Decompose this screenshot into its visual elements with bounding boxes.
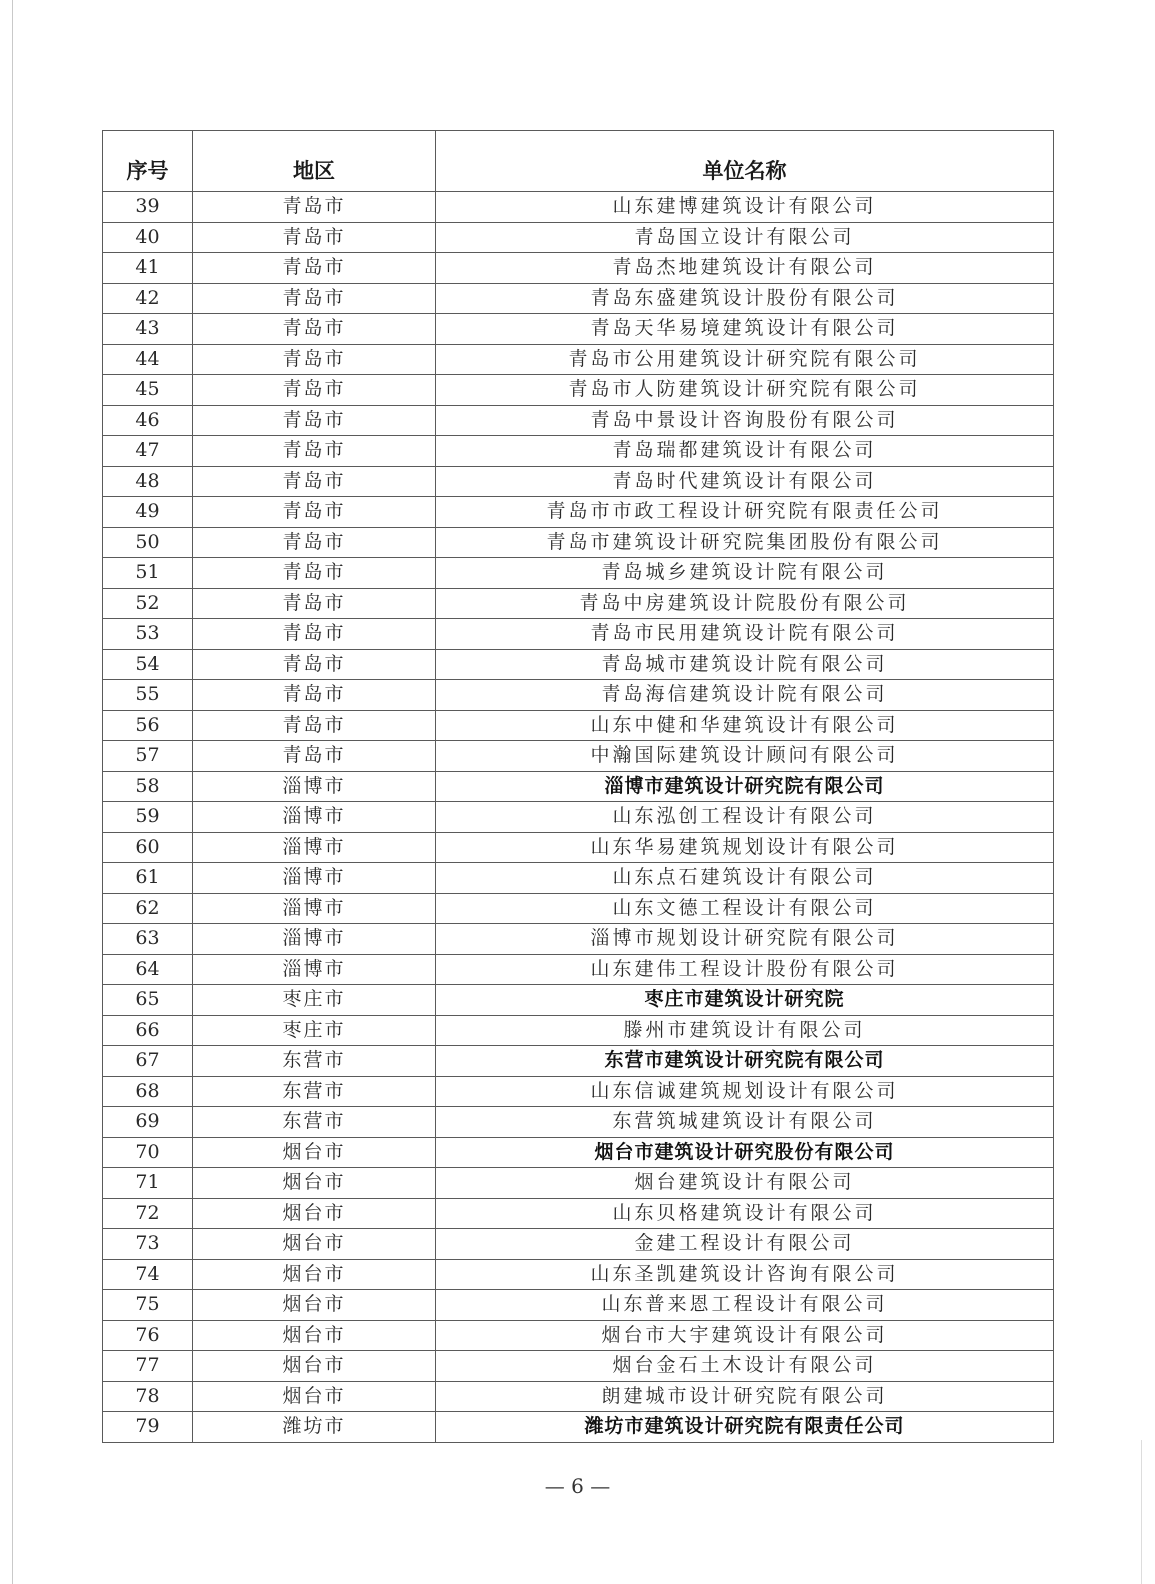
row-number-cell: 45 [103, 375, 193, 406]
unit-name-cell: 山东文德工程设计有限公司 [436, 893, 1054, 924]
unit-name-cell: 山东信诚建筑规划设计有限公司 [436, 1076, 1054, 1107]
unit-list-table [102, 130, 1054, 1443]
row-number-cell: 62 [103, 893, 193, 924]
header-row [103, 131, 1054, 192]
row-number-cell: 49 [103, 497, 193, 528]
table-row [103, 192, 1054, 223]
row-number-cell: 46 [103, 405, 193, 436]
unit-name-cell: 青岛国立设计有限公司 [436, 222, 1054, 253]
unit-name-cell: 青岛东盛建筑设计股份有限公司 [436, 283, 1054, 314]
row-number-cell: 40 [103, 222, 193, 253]
unit-name-cell: 青岛市民用建筑设计院有限公司 [436, 619, 1054, 650]
header-no: 序号 [103, 131, 193, 192]
table-row [103, 1168, 1054, 1199]
region-cell: 青岛市 [193, 344, 436, 375]
row-number-cell: 63 [103, 924, 193, 955]
unit-name-cell: 中瀚国际建筑设计顾问有限公司 [436, 741, 1054, 772]
table-row [103, 1137, 1054, 1168]
row-number-cell: 47 [103, 436, 193, 467]
unit-name-cell: 山东泓创工程设计有限公司 [436, 802, 1054, 833]
region-cell: 烟台市 [193, 1137, 436, 1168]
unit-name-cell: 烟台金石土木设计有限公司 [436, 1351, 1054, 1382]
row-number-cell: 79 [103, 1412, 193, 1443]
unit-name-cell: 青岛城乡建筑设计院有限公司 [436, 558, 1054, 589]
table-row [103, 253, 1054, 284]
region-cell: 枣庄市 [193, 1015, 436, 1046]
table-row [103, 405, 1054, 436]
unit-name-cell: 青岛城市建筑设计院有限公司 [436, 649, 1054, 680]
unit-name-cell: 烟台市大宇建筑设计有限公司 [436, 1320, 1054, 1351]
row-number-cell: 44 [103, 344, 193, 375]
region-cell: 青岛市 [193, 527, 436, 558]
region-cell: 青岛市 [193, 588, 436, 619]
table-row [103, 375, 1054, 406]
row-number-cell: 73 [103, 1229, 193, 1260]
page-edge-left [12, 0, 13, 1584]
region-cell: 青岛市 [193, 192, 436, 223]
table-row [103, 619, 1054, 650]
region-cell: 烟台市 [193, 1351, 436, 1382]
table-row [103, 1046, 1054, 1077]
region-cell: 淄博市 [193, 771, 436, 802]
table-row [103, 649, 1054, 680]
row-number-cell: 50 [103, 527, 193, 558]
region-cell: 青岛市 [193, 710, 436, 741]
table-row [103, 466, 1054, 497]
unit-name-cell: 山东贝格建筑设计有限公司 [436, 1198, 1054, 1229]
row-number-cell: 77 [103, 1351, 193, 1382]
unit-name-cell: 淄博市规划设计研究院有限公司 [436, 924, 1054, 955]
row-number-cell: 64 [103, 954, 193, 985]
region-cell: 烟台市 [193, 1290, 436, 1321]
region-cell: 青岛市 [193, 253, 436, 284]
table-row [103, 985, 1054, 1016]
unit-name-cell: 烟台建筑设计有限公司 [436, 1168, 1054, 1199]
row-number-cell: 72 [103, 1198, 193, 1229]
region-cell: 淄博市 [193, 954, 436, 985]
unit-name-cell: 山东普来恩工程设计有限公司 [436, 1290, 1054, 1321]
row-number-cell: 75 [103, 1290, 193, 1321]
unit-name-cell: 东营市建筑设计研究院有限公司 [436, 1046, 1054, 1077]
unit-name-cell: 枣庄市建筑设计研究院 [436, 985, 1054, 1016]
table-row [103, 344, 1054, 375]
region-cell: 枣庄市 [193, 985, 436, 1016]
region-cell: 青岛市 [193, 741, 436, 772]
table-row [103, 314, 1054, 345]
region-cell: 东营市 [193, 1107, 436, 1138]
row-number-cell: 65 [103, 985, 193, 1016]
region-cell: 烟台市 [193, 1198, 436, 1229]
table-row [103, 283, 1054, 314]
unit-name-cell: 山东中健和华建筑设计有限公司 [436, 710, 1054, 741]
table-row [103, 680, 1054, 711]
row-number-cell: 56 [103, 710, 193, 741]
table-row [103, 527, 1054, 558]
table-row [103, 436, 1054, 467]
page-number: — 6 — [544, 1474, 611, 1498]
unit-name-cell: 青岛天华易境建筑设计有限公司 [436, 314, 1054, 345]
row-number-cell: 54 [103, 649, 193, 680]
row-number-cell: 39 [103, 192, 193, 223]
unit-name-cell: 山东华易建筑规划设计有限公司 [436, 832, 1054, 863]
table-row [103, 863, 1054, 894]
row-number-cell: 74 [103, 1259, 193, 1290]
unit-name-cell: 东营筑城建筑设计有限公司 [436, 1107, 1054, 1138]
row-number-cell: 43 [103, 314, 193, 345]
unit-name-cell: 青岛市建筑设计研究院集团股份有限公司 [436, 527, 1054, 558]
table-row [103, 893, 1054, 924]
row-number-cell: 67 [103, 1046, 193, 1077]
row-number-cell: 48 [103, 466, 193, 497]
region-cell: 淄博市 [193, 863, 436, 894]
unit-name-cell: 青岛市市政工程设计研究院有限责任公司 [436, 497, 1054, 528]
row-number-cell: 41 [103, 253, 193, 284]
table-row [103, 222, 1054, 253]
unit-name-cell: 山东建博建筑设计有限公司 [436, 192, 1054, 223]
table-header [103, 131, 1054, 192]
table-row [103, 924, 1054, 955]
region-cell: 青岛市 [193, 375, 436, 406]
table-row [103, 588, 1054, 619]
region-cell: 淄博市 [193, 893, 436, 924]
page-edge-right [1141, 1440, 1142, 1584]
unit-name-cell: 滕州市建筑设计有限公司 [436, 1015, 1054, 1046]
header-unit-name: 单位名称 [436, 131, 1054, 192]
row-number-cell: 66 [103, 1015, 193, 1046]
row-number-cell: 51 [103, 558, 193, 589]
row-number-cell: 52 [103, 588, 193, 619]
table-row [103, 1259, 1054, 1290]
table-row [103, 710, 1054, 741]
unit-name-cell: 潍坊市建筑设计研究院有限责任公司 [436, 1412, 1054, 1443]
region-cell: 潍坊市 [193, 1412, 436, 1443]
row-number-cell: 53 [103, 619, 193, 650]
row-number-cell: 60 [103, 832, 193, 863]
region-cell: 东营市 [193, 1046, 436, 1077]
table-row [103, 741, 1054, 772]
row-number-cell: 61 [103, 863, 193, 894]
region-cell: 淄博市 [193, 924, 436, 955]
table-row [103, 832, 1054, 863]
row-number-cell: 55 [103, 680, 193, 711]
table-row [103, 1412, 1054, 1443]
table-row [103, 1015, 1054, 1046]
region-cell: 青岛市 [193, 649, 436, 680]
region-cell: 烟台市 [193, 1259, 436, 1290]
region-cell: 东营市 [193, 1076, 436, 1107]
unit-name-cell: 青岛市公用建筑设计研究院有限公司 [436, 344, 1054, 375]
unit-name-cell: 山东圣凯建筑设计咨询有限公司 [436, 1259, 1054, 1290]
region-cell: 青岛市 [193, 497, 436, 528]
unit-name-cell: 青岛市人防建筑设计研究院有限公司 [436, 375, 1054, 406]
table-row [103, 1320, 1054, 1351]
table-row [103, 1351, 1054, 1382]
region-cell: 烟台市 [193, 1168, 436, 1199]
row-number-cell: 69 [103, 1107, 193, 1138]
table-row [103, 1381, 1054, 1412]
region-cell: 青岛市 [193, 680, 436, 711]
region-cell: 青岛市 [193, 619, 436, 650]
header-region: 地区 [193, 131, 436, 192]
unit-name-cell: 山东建伟工程设计股份有限公司 [436, 954, 1054, 985]
row-number-cell: 68 [103, 1076, 193, 1107]
table-body [103, 192, 1054, 1443]
region-cell: 烟台市 [193, 1229, 436, 1260]
table-row [103, 1229, 1054, 1260]
row-number-cell: 78 [103, 1381, 193, 1412]
row-number-cell: 59 [103, 802, 193, 833]
unit-name-cell: 金建工程设计有限公司 [436, 1229, 1054, 1260]
table-row [103, 497, 1054, 528]
unit-name-cell: 朗建城市设计研究院有限公司 [436, 1381, 1054, 1412]
region-cell: 青岛市 [193, 405, 436, 436]
row-number-cell: 76 [103, 1320, 193, 1351]
table-row [103, 1107, 1054, 1138]
region-cell: 青岛市 [193, 283, 436, 314]
region-cell: 青岛市 [193, 222, 436, 253]
region-cell: 烟台市 [193, 1381, 436, 1412]
table-row [103, 1076, 1054, 1107]
region-cell: 淄博市 [193, 832, 436, 863]
table-row [103, 802, 1054, 833]
unit-name-cell: 烟台市建筑设计研究股份有限公司 [436, 1137, 1054, 1168]
region-cell: 淄博市 [193, 802, 436, 833]
unit-name-cell: 青岛中景设计咨询股份有限公司 [436, 405, 1054, 436]
unit-name-cell: 青岛海信建筑设计院有限公司 [436, 680, 1054, 711]
table-row [103, 1290, 1054, 1321]
table-row [103, 954, 1054, 985]
row-number-cell: 70 [103, 1137, 193, 1168]
unit-name-cell: 青岛中房建筑设计院股份有限公司 [436, 588, 1054, 619]
region-cell: 青岛市 [193, 436, 436, 467]
row-number-cell: 71 [103, 1168, 193, 1199]
unit-name-cell: 山东点石建筑设计有限公司 [436, 863, 1054, 894]
unit-name-cell: 青岛时代建筑设计有限公司 [436, 466, 1054, 497]
table-row [103, 1198, 1054, 1229]
region-cell: 青岛市 [193, 314, 436, 345]
row-number-cell: 42 [103, 283, 193, 314]
table-row [103, 771, 1054, 802]
region-cell: 烟台市 [193, 1320, 436, 1351]
row-number-cell: 57 [103, 741, 193, 772]
unit-name-cell: 青岛瑞都建筑设计有限公司 [436, 436, 1054, 467]
region-cell: 青岛市 [193, 466, 436, 497]
region-cell: 青岛市 [193, 558, 436, 589]
row-number-cell: 58 [103, 771, 193, 802]
table-row [103, 558, 1054, 589]
unit-name-cell: 青岛杰地建筑设计有限公司 [436, 253, 1054, 284]
unit-name-cell: 淄博市建筑设计研究院有限公司 [436, 771, 1054, 802]
